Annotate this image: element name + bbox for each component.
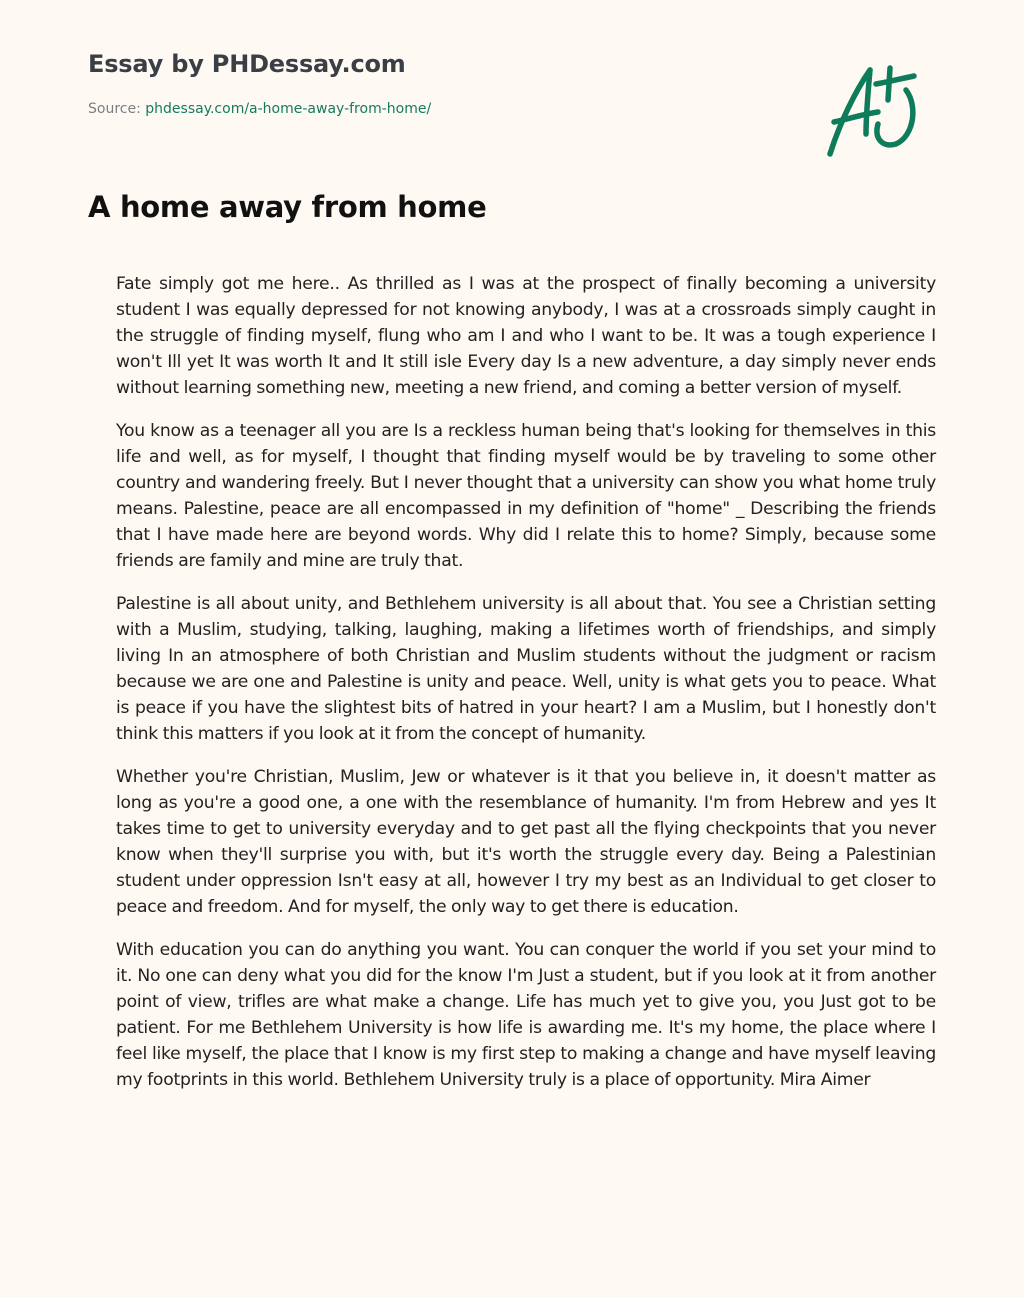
essay-paragraph: Palestine is all about unity, and Bethlehem university is all about that. You see a Christian setting with a Muslim, studying, talking, laughing, making a lifetimes worth of friendships, and simply living In an atmosphere of both Christian and Muslim students without the judgment or racism because we are one and Palestine is unity and peace. Well, unity is what gets you to peace. What is peace if you have the slightest bits of hatred in your heart? I am a Muslim, but I honestly don't think this matters if you look at it from the concept of humanity.	[116, 594, 936, 744]
essay-paragraph: You know as a teenager all you are Is a reckless human being that's looking for themselves in this life and well, as for myself, I thought that finding myself would be by traveling to some other country and wandering freely. But I never thought that a university can show you what home truly means. Palestine, peace are all encompassed in my definition of "home" _ Describing the friends that I have made here are beyond words. Why did I relate this to home? Simply, because some friends are family and mine are truly that.	[116, 421, 936, 571]
site-brand: Essay by PHDessay.com	[88, 50, 406, 78]
essay-paragraph: With education you can do anything you want. You can conquer the world if you set your mind to it. No one can deny what you did for the know I'm Just a student, but if you look at it from another point of view, trifles are what make a change. Life has much yet to give you, you Just got to be patient. For me Bethlehem University is how life is awarding me. It's my home, the place where I feel like myself, the place that I know is my first step to making a change and have myself leaving my footprints in this world. Bethlehem University truly is a place of opportunity. Mira Aimer	[116, 940, 936, 1090]
essay-title: A home away from home	[88, 190, 487, 224]
source-label: Source:	[88, 101, 146, 117]
source-line	[88, 101, 431, 117]
essay-body	[116, 271, 936, 1110]
essay-paragraph: Fate simply got me here.. As thrilled as I was at the prospect of finally becoming a university student I was equally depressed for not knowing anybody, I was at a crossroads simply caught in the struggle of finding myself, flung who am I and who I want to be. It was a tough experience I won't Ill yet It was worth It and It still isle Every day Is a new adventure, a day simply never ends without learning something new, meeting a new friend, and coming a better version of myself.	[116, 274, 936, 398]
essay-paragraph: Whether you're Christian, Muslim, Jew or whatever is it that you believe in, it doesn't matter as long as you're a good one, a one with the resemblance of humanity. I'm from Hebrew and yes It takes time to get to university everyday and to get past all the flying checkpoints that you never know when they'll surprise you with, but it's worth the struggle every day. Being a Palestinian student under oppression Isn't easy at all, however I try my best as an Individual to get closer to peace and freedom. And for myself, the only way to get there is education.	[116, 767, 936, 917]
source-link[interactable]: phdessay.com/a-home-away-from-home/	[145, 101, 432, 117]
a-plus-grade-icon	[818, 62, 930, 162]
